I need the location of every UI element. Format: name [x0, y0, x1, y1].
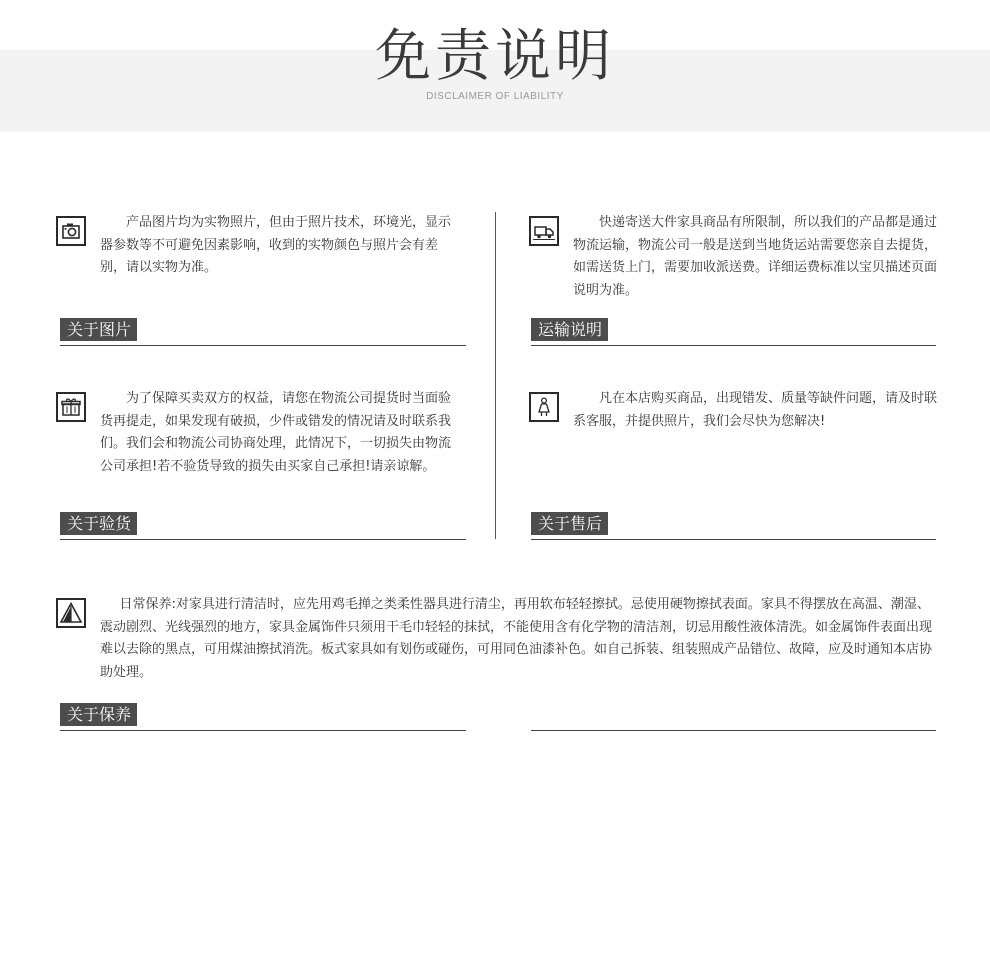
label-aftersale: 关于售后	[531, 512, 608, 535]
inspection-text: 为了保障买卖双方的权益，请您在物流公司提货时当面验货再提走，如果发现有破损，少件或错发的情况请及时联系我们。我们会和物流公司协商处理，此情况下，一切损失由物流公司承担!若不验货导致的损失由买家自己承担!请亲谅解。	[100, 391, 452, 474]
rule-photo	[60, 345, 466, 346]
rule-maintenance-right	[531, 730, 936, 731]
label-maintenance: 关于保养	[60, 703, 137, 726]
label-photo: 关于图片	[60, 318, 137, 341]
maintenance-text: 日常保养:对家具进行清洁时，应先用鸡毛掸之类柔性器具进行清尘，再用软布轻轻擦拭。忌使用硬物擦拭表面。家具不得摆放在高温、潮湿、震动剧烈、光线强烈的地方，家具金属饰件只须用干毛巾轻轻的抹拭，不能使用含有化学物的清洁剂，切忌用酸性液体清洗。如金属饰件表面出现难以去除的黑点，可用煤油擦拭消洗。板式家具如有划伤或碰伤，可用同色油漆补色。如自己拆装、组装照成产品错位、故障，应及时通知本店协助处理。	[100, 597, 933, 680]
rule-aftersale	[531, 539, 936, 540]
gift-icon	[56, 392, 86, 422]
rule-maintenance	[60, 730, 466, 731]
rule-inspection	[60, 539, 466, 540]
truck-icon	[529, 216, 559, 246]
camera-icon	[56, 216, 86, 246]
person-icon	[529, 392, 559, 422]
label-shipping: 运输说明	[531, 318, 608, 341]
aftersale-text: 凡在本店购买商品，出现错发、质量等缺件问题，请及时联系客服，并提供照片，我们会尽快为您解决!	[573, 391, 938, 429]
column-divider	[495, 212, 496, 539]
label-inspection: 关于验货	[60, 512, 137, 535]
photo-text: 产品图片均为实物照片，但由于照片技术，环境光，显示器参数等不可避免因素影响，收到的实物颜色与照片会有差别，请以实物为准。	[100, 215, 452, 275]
page-subtitle: DISCLAIMER OF LIABILITY	[426, 91, 564, 102]
rule-shipping	[531, 345, 936, 346]
warning-icon	[56, 598, 86, 628]
page-title: 免责说明	[375, 24, 615, 89]
shipping-text: 快递寄送大件家具商品有所限制，所以我们的产品都是通过物流运输，物流公司一般是送到当地货运站需要您亲自去提货，如需送货上门，需要加收派送费。详细运费标准以宝贝描述页面说明为准。	[573, 215, 938, 298]
